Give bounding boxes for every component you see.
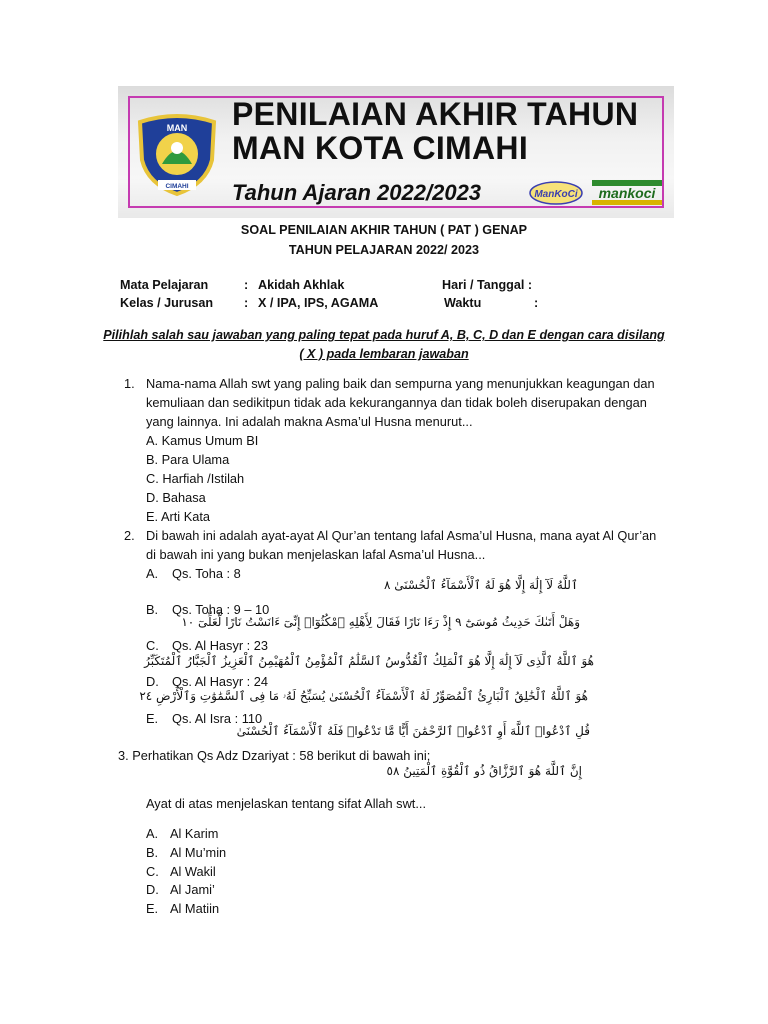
logo-text-top: MAN [166, 123, 188, 133]
q3-option-c-letter: C. [146, 864, 159, 879]
waktu-label: Waktu [444, 296, 482, 310]
q1-option-d: D. Bahasa [146, 490, 206, 505]
q1-line1: Nama-nama Allah swt yang paling baik dan sempurna yang menunjukkan keagungan dan [146, 376, 655, 391]
q2-number: 2. [124, 528, 135, 543]
instruction-line2: ( X ) pada lembaran jawaban [299, 347, 469, 361]
banner-title-line2: MAN KOTA CIMAHI [232, 130, 529, 166]
header-banner [118, 86, 674, 218]
q3-option-d-text: Al Jami’ [170, 882, 215, 897]
mankoci-logo [590, 178, 664, 208]
banner-title-line1: PENILAIAN AKHIR TAHUN [232, 96, 639, 132]
q1-option-a: A. Kamus Umum BI [146, 433, 259, 448]
q2-option-d-letter: D. [146, 674, 159, 689]
mapel-value: Akidah Akhlak [258, 278, 345, 292]
logo-text-bottom: CIMAHI [165, 183, 189, 190]
q2-option-e-ref: Qs. Al Isra : 110 [172, 711, 263, 726]
q2-option-a-letter: A. [146, 566, 159, 581]
exam-year: TAHUN PELAJARAN 2022/ 2023 [288, 243, 480, 257]
q3-option-b-letter: B. [146, 845, 159, 860]
q2-line1: Di bawah ini adalah ayat-ayat Al Qur’an tentang lafal Asma’ul Husna, mana ayat Al Qur’an [146, 528, 657, 543]
q1-option-e: E. Arti Kata [146, 509, 211, 524]
q2-option-c-ref: Qs. Al Hasyr : 23 [172, 638, 269, 653]
q1-option-c: C. Harfiah /Istilah [146, 471, 245, 486]
q1-line3: yang lainnya. Ini adalah makna Asma’ul Husna menurut... [146, 414, 473, 429]
q3-option-e-letter: E. [146, 901, 159, 916]
q2-option-a-ref: Qs. Toha : 8 [172, 566, 241, 581]
kelas-value: X / IPA, IPS, AGAMA [258, 296, 379, 310]
q2-option-c-letter: C. [146, 638, 159, 653]
q2-option-b-letter: B. [146, 602, 159, 617]
q1-line2: kemuliaan dan sedikitpun tidak ada kekurangannya dan tidak boleh diserupakan dengan [146, 395, 647, 410]
banner-subtitle: Tahun Ajaran 2022/2023 [232, 180, 482, 205]
waktu-sep: : [534, 296, 539, 310]
q1-option-b: B. Para Ulama [146, 452, 230, 467]
hari-label: Hari / Tanggal : [442, 278, 533, 292]
q3-option-a-letter: A. [146, 826, 159, 841]
q2-option-e-letter: E. [146, 711, 159, 726]
exam-title: SOAL PENILAIAN AKHIR TAHUN ( PAT ) GENAP [240, 223, 528, 237]
q3-option-b-text: Al Mu’min [170, 845, 227, 860]
mankoci-badge [528, 180, 584, 206]
q3-option-d-letter: D. [146, 882, 159, 897]
q3-option-a-text: Al Karim [170, 826, 219, 841]
badge1-text: ManKoCi [534, 189, 578, 200]
kelas-sep: : [244, 296, 249, 310]
mapel-label: Mata Pelajaran [120, 278, 209, 292]
q2-option-b-arabic: وَهَلْ أَتَىٰكَ حَدِيثُ مُوسَىٰٓ ٩ إِذْ رَءَا نَارًا فَقَالَ لِأَهْلِهِ ٱمْكُثُوٓا۟ إِنِّىٓ ءَانَسْتُ نَارًا لَّعَلِّىٓ ١٠ [181, 615, 580, 629]
q3-question: Ayat di atas menjelaskan tentang sifat Allah swt... [146, 796, 427, 811]
kelas-label: Kelas / Jurusan [120, 296, 214, 310]
q3-arabic: إِنَّ ٱللَّهَ هُوَ ٱلرَّزَّاقُ ذُو ٱلْقُوَّةِ ٱلْمَتِينُ ٥٨ [386, 764, 582, 778]
q2-option-c-arabic: هُوَ ٱللَّهُ ٱلَّذِى لَآ إِلَٰهَ إِلَّا هُوَ ٱلْمَلِكُ ٱلْقُدُّوسُ ٱلسَّلَٰمُ ٱلْمُؤْمِنُ ٱلْمُهَيْمِنُ ٱلْعَزِيزُ ٱلْجَبَّارُ ٱلْمُتَكَبِّرُ [144, 654, 594, 668]
q2-line2: di bawah ini yang bukan menjelaskan lafal Asma’ul Husna... [146, 547, 486, 562]
instruction-line1: Pilihlah salah sau jawaban yang paling tepat pada huruf A, B, C, D dan E dengan cara disilang [103, 328, 665, 342]
badge2-text: mankoci [598, 185, 656, 201]
q2-option-a-arabic: ٱللَّهُ لَآ إِلَٰهَ إِلَّا هُوَ لَهُ ٱلْأَسْمَآءُ ٱلْحُسْنَىٰ ٨ [383, 578, 578, 592]
q3-option-e-text: Al Matiin [170, 901, 220, 916]
q1-number: 1. [124, 376, 135, 391]
q3-line1: 3. Perhatikan Qs Adz Dzariyat : 58 berikut di bawah ini; [118, 748, 431, 763]
q2-option-d-arabic: هُوَ ٱللَّهُ ٱلْخَٰلِقُ ٱلْبَارِئُ ٱلْمُصَوِّرُ لَهُ ٱلْأَسْمَآءُ ٱلْحُسْنَىٰ يُسَبِّحُ لَهُۥ مَا فِى ٱلسَّمَٰوَٰتِ وَٱلْأَرْضِ ٢٤ [139, 689, 588, 703]
q2-option-e-arabic: قُلِ ٱدْعُوا۟ ٱللَّهَ أَوِ ٱدْعُوا۟ ٱلرَّحْمَٰنَ أَيًّا مَّا تَدْعُوا۟ فَلَهُ ٱلْأَسْمَآءُ ٱلْحُسْنَىٰ [236, 724, 590, 738]
q2-option-b-ref: Qs. Toha : 9 – 10 [172, 602, 270, 617]
school-logo [132, 108, 222, 198]
q3-option-c-text: Al Wakil [170, 864, 216, 879]
q2-option-d-ref: Qs. Al Hasyr : 24 [172, 674, 269, 689]
mapel-sep: : [244, 278, 249, 292]
